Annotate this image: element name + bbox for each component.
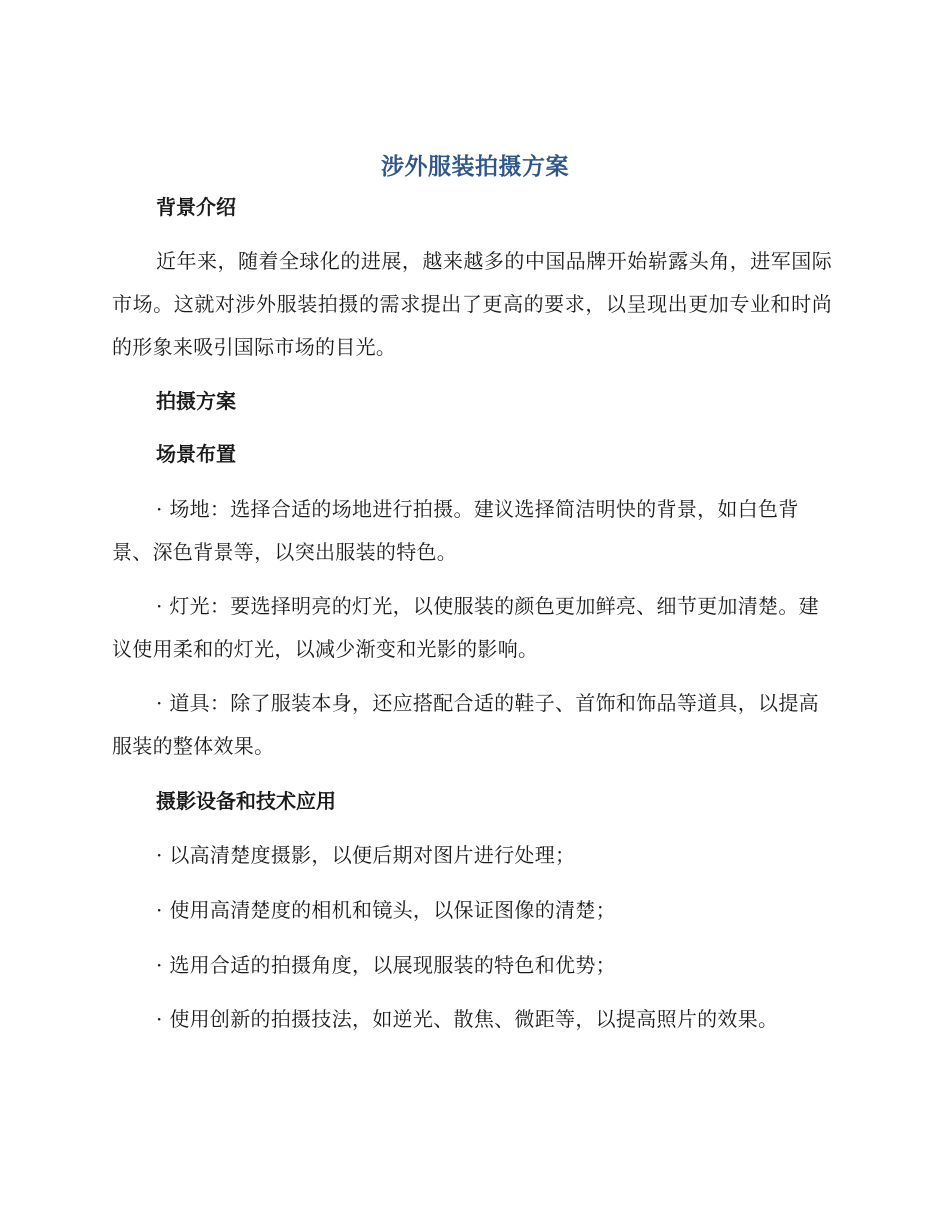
heading-scene-setup: 场景布置 <box>156 442 236 466</box>
list-item-lighting: · 灯光：要选择明亮的灯光，以使服装的颜色更加鲜亮、细节更加清楚。建议使用柔和的灯光，以减少渐变和光影的影响。 <box>112 594 819 661</box>
paragraph-background: 近年来，随着全球化的进展，越来越多的中国品牌开始崭露头角，进军国际市场。这就对涉外服装拍摄的需求提出了更高的要求，以呈现出更加专业和时尚的形象来吸引国际市场的目光。 <box>112 249 832 359</box>
list-item-equipment-4: · 使用创新的拍摄技法，如逆光、散焦、微距等，以提高照片的效果。 <box>156 1007 779 1031</box>
list-item-equipment-2: · 使用高清楚度的相机和镜头，以保证图像的清楚； <box>156 898 616 922</box>
list-item-equipment-1: · 以高清楚度摄影，以便后期对图片进行处理； <box>156 843 576 867</box>
document-title: 涉外服装拍摄方案 <box>381 154 569 180</box>
heading-shooting-plan: 拍摄方案 <box>156 389 236 413</box>
list-item-equipment-3: · 选用合适的拍摄角度，以展现服装的特色和优势； <box>156 953 616 977</box>
list-item-venue: · 场地：选择合适的场地进行拍摄。建议选择简洁明快的背景，如白色背景、深色背景等，以突出服装的特色。 <box>112 497 799 564</box>
list-item-props: · 道具：除了服装本身，还应搭配合适的鞋子、首饰和饰品等道具，以提高服装的整体效果。 <box>112 691 819 758</box>
heading-equipment: 摄影设备和技术应用 <box>156 789 336 813</box>
heading-background: 背景介绍 <box>156 195 236 219</box>
